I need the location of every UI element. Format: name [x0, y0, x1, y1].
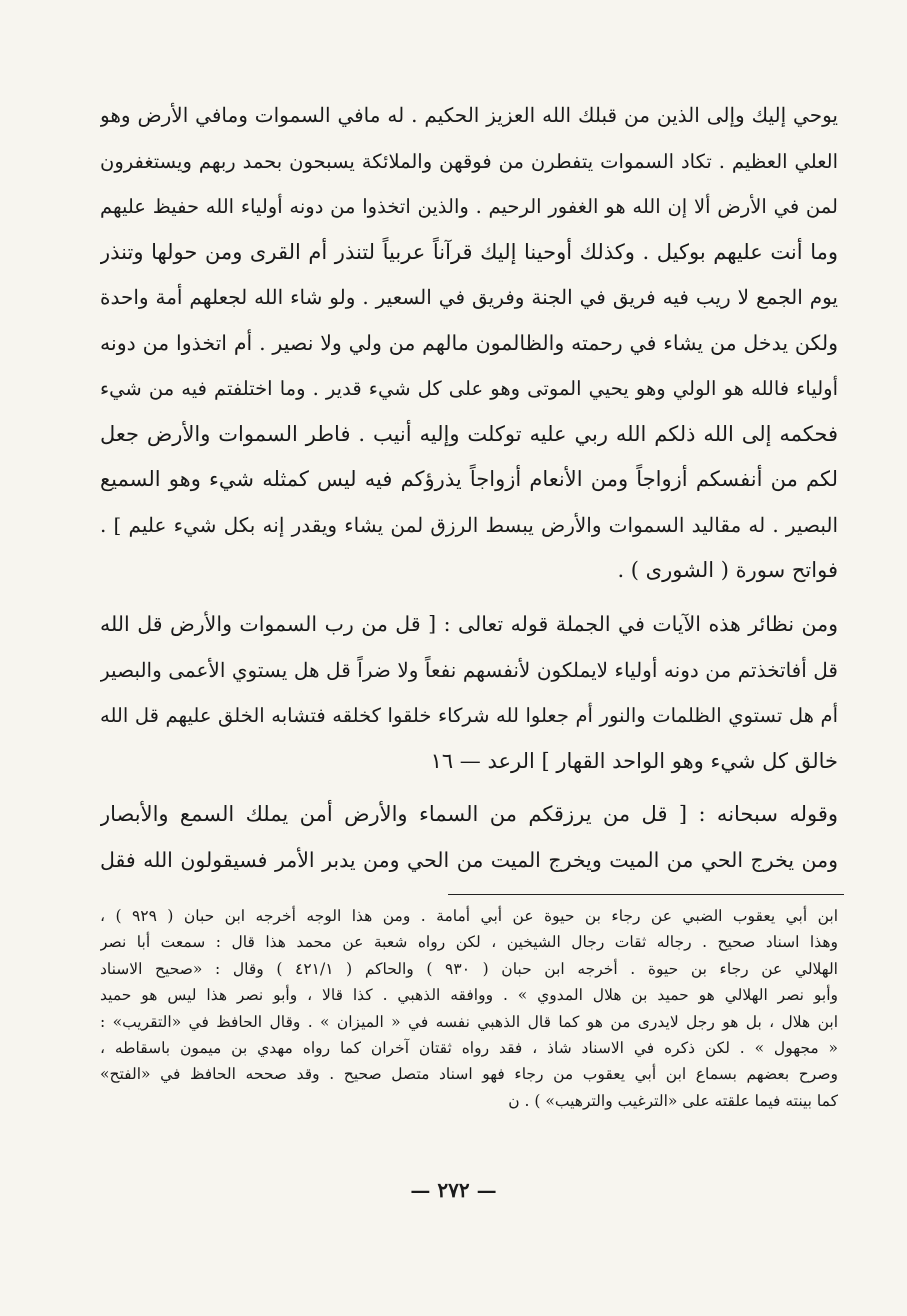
- text-line: لكم من أنفسكم أزواجاً ومن الأنعام أزواجاً يذرؤكم فيه ليس كمثله شيء وهو السميع: [100, 467, 838, 491]
- footnote-line: وهذا اسناد صحيح . رجاله ثقات رجال الشيخين ، لكن رواه شعبة عن محمد هذا قال : سمعت أبا نصر: [100, 933, 838, 952]
- text-line: قل أفاتخذتم من دونه أولياء لايملكون لأنفسهم نفعاً ولا ضراً قل هل يستوي الأعمى والبصير: [100, 657, 838, 682]
- text-line: ولكن يدخل من يشاء في رحمته والظالمون مالهم من ولي ولا نصير . أم اتخذوا من دونه: [100, 330, 838, 355]
- footnote-line: ابن هلال ، بل هو رجل لايدرى من هو كما قال الذهبي نفسه في « الميزان » . وقال الحافظ في «التقريب» :: [100, 1012, 838, 1031]
- footnotes: [100, 903, 838, 1114]
- text-line: أم هل تستوي الظلمات والنور أم جعلوا لله شركاء خلقوا كخلقه فتشابه الخلق عليهم قل الله: [100, 704, 838, 727]
- text-line: يوحي إليك وإلى الذين من قبلك الله العزيز الحكيم . له مافي السموات ومافي الأرض وهو: [100, 103, 838, 127]
- text-line: ومن يخرج الحي من الميت ويخرج الميت من الحي ومن يدبر الأمر فسيقولون الله فقل: [100, 847, 838, 872]
- third-paragraph: [100, 792, 838, 883]
- text-line: أولياء فالله هو الولي وهو يحيي الموتى وهو على كل شيء قدير . وما اختلفتم فيه من شيء: [100, 377, 838, 400]
- footnote-line: وصرح بعضهم بسماع ابن أبي يعقوب من رجاء فهو اسناد متصل صحيح . وقد صححه الحافظ في «الفتح»: [100, 1065, 838, 1084]
- footnote-line: « مجهول » . لكن ذكره في الاسناد شاذ ، فقد رواه ثقتان آخران كما رواه مهدي بن ميمون باسقاطه ،: [100, 1038, 838, 1057]
- text-line: فواتح سورة ( الشورى ) .: [617, 558, 838, 582]
- text-line: وقوله سبحانه : [ قل من يرزقكم من السماء والأرض أمن يملك السمع والأبصار: [100, 802, 838, 826]
- footnote-line: ابن أبي يعقوب الضبي عن رجاء بن حيوة عن أبي أمامة . ومن هذا الوجه أخرجه ابن حبان ( ٩٢٩ ) ،: [100, 907, 838, 925]
- second-paragraph: [100, 602, 838, 784]
- page-number: — ٢٧٢ —: [410, 1178, 497, 1202]
- footnote-divider: [448, 894, 844, 895]
- text-line: فحكمه إلى الله ذلكم الله ربي عليه توكلت وإليه أنيب . فاطر السموات والأرض جعل: [100, 421, 838, 446]
- text-line: خالق كل شيء وهو الواحد القهار ] الرعد — ١٦: [430, 748, 838, 773]
- text-line: البصير . له مقاليد السموات والأرض يبسط الرزق لمن يشاء ويقدر إنه بكل شيء عليم ] .: [100, 512, 838, 537]
- footnote-line: كما بينته فيما علقته على «الترغيب والترهيب» ) . ن: [508, 1091, 838, 1110]
- text-line: يوم الجمع لا ريب فيه فريق في الجنة وفريق في السعير . ولو شاء الله لجعلهم أمة واحدة: [100, 285, 838, 309]
- text-line: العلي العظيم . تكاد السموات يتفطرن من فوقهن والملائكة يسبحون بحمد ربهم ويستغفرون: [100, 149, 838, 173]
- text-line: ومن نظائر هذه الآيات في الجملة قوله تعالى : [ قل من رب السموات والأرض قل الله: [100, 612, 838, 636]
- footnote-line: وأبو نصر الهلالي هو حميد بن هلال المدوي » . ووافقه الذهبي . كذا قالا ، وأبو نصر هذا ليس هو حميد: [100, 986, 838, 1005]
- text-line: لمن في الأرض ألا إن الله هو الغفور الرحيم . والذين اتخذوا من دونه أولياء الله حفيظ عليهم: [100, 195, 838, 218]
- footnote-line: الهلالي عن رجاء بن حيوة . أخرجه ابن حبان ( ٩٣٠ ) والحاكم ( ٤٢١/١ ) وقال : «صحيح الاسناد: [100, 959, 838, 978]
- main-paragraph: [100, 93, 838, 594]
- text-line: وما أنت عليهم بوكيل . وكذلك أوحينا إليك قرآناً عربياً لتنذر أم القرى ومن حولها وتنذر: [100, 239, 838, 264]
